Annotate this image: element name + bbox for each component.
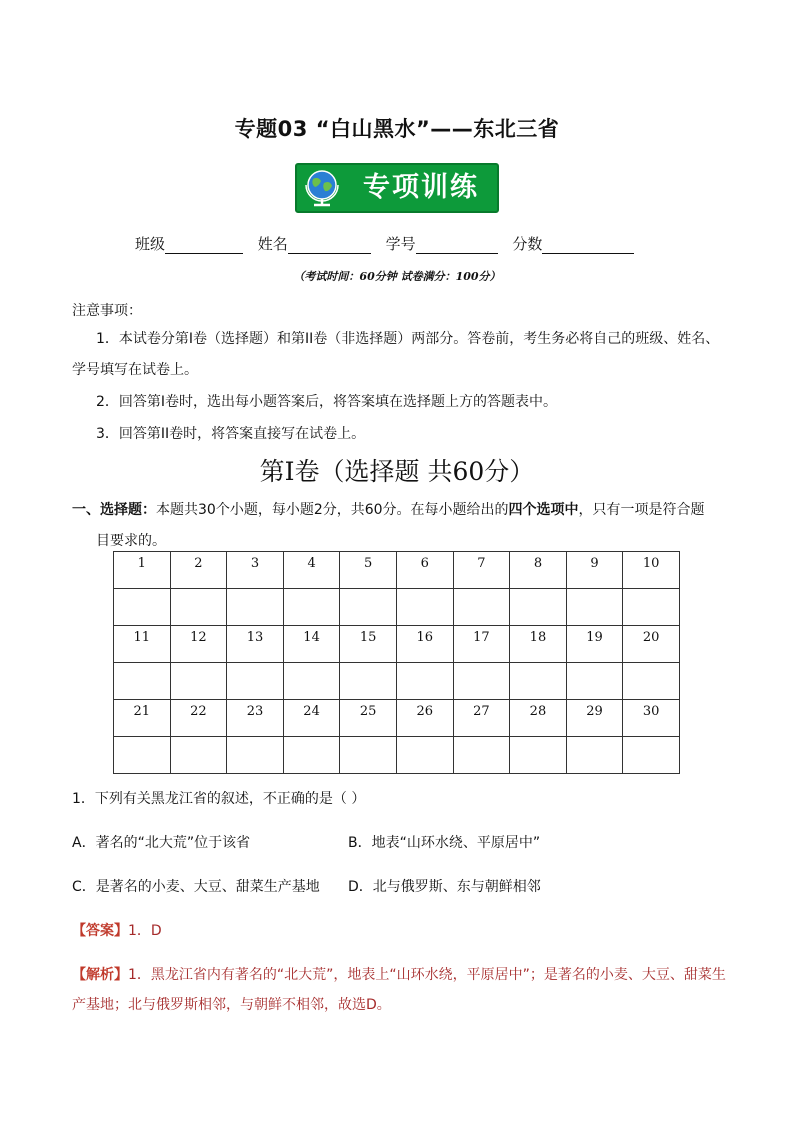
answer-cell[interactable] (340, 737, 397, 774)
answer-cell[interactable] (623, 663, 680, 700)
table-cell-number: 13 (227, 626, 284, 663)
info-field-name-blank[interactable] (288, 237, 371, 254)
answer-cell[interactable] (114, 737, 171, 774)
table-cell-number: 8 (510, 552, 567, 589)
analysis-text-line2: 产基地；北与俄罗斯相邻，与朝鲜不相邻，故选D。 (72, 997, 391, 1013)
note-item: 2．回答第I卷时，选出每小题答案后，将答案填在选择题上方的答题表中。 (96, 394, 558, 410)
answer-cell[interactable] (227, 737, 284, 774)
answer-value: 1．D (128, 923, 162, 939)
table-row-header (114, 626, 680, 663)
table-cell-number: 22 (170, 700, 227, 737)
question-intro-text: 本题共30个小题，每小题2分，共60分。在每小题给出的 (156, 502, 509, 518)
answer-cell[interactable] (283, 589, 340, 626)
note-item: 1．本试卷分第I卷（选择题）和第II卷（非选择题）两部分。答卷前，考生务必将自己的班级、姓名、 (96, 331, 720, 347)
table-cell-number: 11 (114, 626, 171, 663)
table-row-answers (114, 663, 680, 700)
answer-tag: 【答案】 (72, 923, 128, 939)
table-cell-number: 19 (566, 626, 623, 663)
answer-cell[interactable] (340, 589, 397, 626)
note-item: 学号填写在试卷上。 (72, 362, 198, 378)
answer-cell[interactable] (566, 737, 623, 774)
question-intro-text2: ，只有一项是符合题 (578, 502, 705, 518)
question-intro (72, 495, 732, 557)
table-cell-number: 28 (510, 700, 567, 737)
table-cell-number: 7 (453, 552, 510, 589)
answer-cell[interactable] (283, 737, 340, 774)
globe-icon (301, 167, 343, 209)
table-cell-number: 15 (340, 626, 397, 663)
answer-cell[interactable] (623, 589, 680, 626)
answer-cell[interactable] (453, 737, 510, 774)
info-field-name-label: 姓名 (257, 235, 288, 253)
analysis (72, 960, 742, 1020)
info-field-id-blank[interactable] (416, 237, 498, 254)
option-a[interactable]: A．著名的“北大荒”位于该省 (72, 835, 251, 851)
answer-cell[interactable] (510, 737, 567, 774)
info-field-id-label: 学号 (385, 235, 416, 253)
question-intro-line2: 目要求的。 (96, 533, 166, 549)
table-cell-number: 30 (623, 700, 680, 737)
table-cell-number: 21 (114, 700, 171, 737)
table-cell-number: 4 (283, 552, 340, 589)
answer-cell[interactable] (396, 589, 453, 626)
table-cell-number: 5 (340, 552, 397, 589)
answer-cell[interactable] (227, 589, 284, 626)
answer-cell[interactable] (170, 589, 227, 626)
option-d[interactable]: D．北与俄罗斯、东与朝鲜相邻 (348, 879, 541, 895)
info-fields (135, 233, 644, 254)
answer-cell[interactable] (566, 589, 623, 626)
info-field-score-blank[interactable] (542, 237, 634, 254)
answer-cell[interactable] (566, 663, 623, 700)
table-cell-number: 17 (453, 626, 510, 663)
answer-cell[interactable] (340, 663, 397, 700)
answer-cell[interactable] (283, 663, 340, 700)
answer-cell[interactable] (396, 663, 453, 700)
answer-cell[interactable] (227, 663, 284, 700)
table-cell-number: 14 (283, 626, 340, 663)
answer-cell[interactable] (453, 589, 510, 626)
table-cell-number: 6 (396, 552, 453, 589)
table-cell-number: 9 (566, 552, 623, 589)
table-cell-number: 26 (396, 700, 453, 737)
notes-title: 注意事项： (72, 303, 142, 319)
answer-cell[interactable] (170, 663, 227, 700)
info-field-class-blank[interactable] (165, 237, 243, 254)
answer-cell[interactable] (170, 737, 227, 774)
banner-label: 专项训练 (363, 172, 479, 203)
table-cell-number: 10 (623, 552, 680, 589)
answer-cell[interactable] (510, 589, 567, 626)
analysis-text: 1．黑龙江省内有著名的“北大荒”，地表上“山环水绕，平原居中”；是著名的小麦、大豆、甜菜生 (128, 967, 726, 983)
table-cell-number: 12 (170, 626, 227, 663)
table-cell-number: 27 (453, 700, 510, 737)
table-cell-number: 2 (170, 552, 227, 589)
info-field-class-label: 班级 (135, 235, 166, 253)
table-row-header (114, 552, 680, 589)
note-item: 3．回答第II卷时，将答案直接写在试卷上。 (96, 426, 366, 442)
section-title: 第I卷（选择题 共60分） (259, 457, 535, 486)
table-cell-number: 3 (227, 552, 284, 589)
info-field-score-label: 分数 (512, 235, 543, 253)
table-row-answers (114, 737, 680, 774)
table-cell-number: 16 (396, 626, 453, 663)
table-row-header (114, 700, 680, 737)
question-intro-prefix: 一、选择题： (72, 502, 156, 518)
table-cell-number: 29 (566, 700, 623, 737)
option-b[interactable]: B．地表“山环水绕、平原居中” (348, 835, 541, 851)
table-cell-number: 25 (340, 700, 397, 737)
table-cell-number: 23 (227, 700, 284, 737)
answer-table (113, 551, 680, 774)
option-c[interactable]: C．是著名的小麦、大豆、甜菜生产基地 (72, 879, 320, 895)
table-cell-number: 18 (510, 626, 567, 663)
answer-cell[interactable] (453, 663, 510, 700)
answer-cell[interactable] (114, 663, 171, 700)
page-title: 专题03 “白山黑水”——东北三省 (234, 117, 560, 141)
exam-meta: （考试时间：60分钟 试卷满分：100分） (293, 270, 501, 283)
answer-cell[interactable] (623, 737, 680, 774)
table-cell-number: 1 (114, 552, 171, 589)
analysis-tag: 【解析】 (72, 967, 128, 983)
answer-cell[interactable] (510, 663, 567, 700)
table-cell-number: 20 (623, 626, 680, 663)
answer-cell[interactable] (114, 589, 171, 626)
answer-cell[interactable] (396, 737, 453, 774)
table-row-answers (114, 589, 680, 626)
table-cell-number: 24 (283, 700, 340, 737)
answer-line (72, 920, 162, 940)
question-intro-bold: 四个选项中 (508, 502, 579, 518)
question-stem: 1．下列有关黑龙江省的叙述，不正确的是（ ） (72, 791, 366, 807)
